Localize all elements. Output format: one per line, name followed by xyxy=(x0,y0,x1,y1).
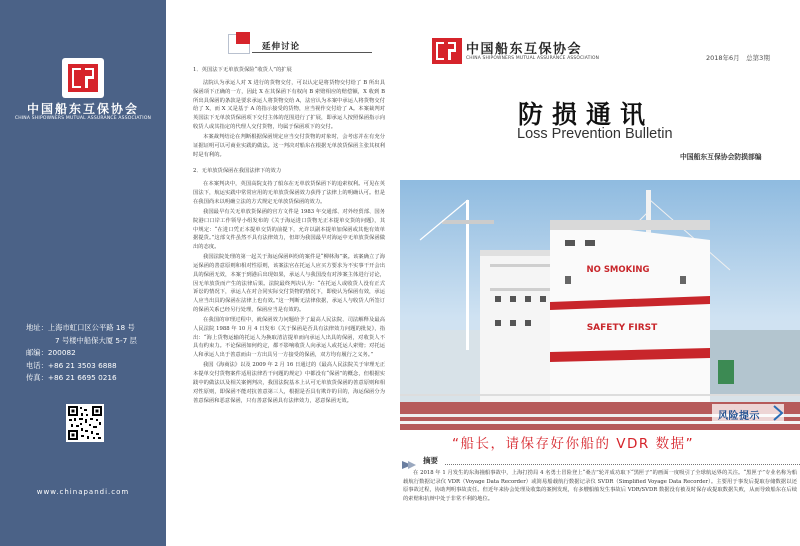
issue-info: 2018年6月 总第3期 xyxy=(706,54,770,62)
website-link[interactable]: www.chinapandi.com xyxy=(36,488,130,496)
hull-text-safety-first: SAFETY FIRST xyxy=(586,323,658,333)
paragraph: 我国最早有关无单放货保函的官方文件是 1983 年交通部、对外经贸部、国务院港口口岸工作领导小组发布的《关于海运进口货物无正本提单交货的问题》，其中规定：“在进口凭正本提单交货的前提下，允许以副本提单加保函或其他有效单据提货。”这部文件虽然不具有法律效力，但却为我国最早对海运中无单放货保函做出的态度。 xyxy=(193,208,385,251)
paragraph: 我国《海商法》以及 2009 年 2 月 16 日通过的《最高人民法院关于审理无正本提单交付货物案件适用法律若干问题的规定》中都没有“保函”的概念，但根据实践中的做法以及相关案例判决，我国法院基本上认可无单放货保函的善意原则和相对性原则，即保函不能对抗善意第三人，根据是否具有欺诈的目的，海运保函分为善意保函和恶意保函，只有善意保函具有法律效力，恶意保函无效。 xyxy=(193,362,386,404)
postcode-label: 邮编： xyxy=(26,348,48,357)
abstract-text xyxy=(403,469,797,503)
phone: +86 21 3503 6888 xyxy=(47,360,117,370)
discussion-article xyxy=(193,66,385,406)
qr-code-icon xyxy=(66,404,104,442)
paragraph: 在本案判决中，英国高院支持了船东在无单放货保函下的追索权利。可见在英国法下，航运实践中常常应用的无单放货保函效力获得了法律上的明确认可。但是在我国尚未以明确立法的方式规定无单放货保函的效力。 xyxy=(193,181,385,205)
contact-block xyxy=(26,322,162,385)
editor-credit: 中国船东互保协会防损部编 xyxy=(680,153,762,161)
company-name-en: CHINA SHIPOWNERS MUTUAL ASSURANCE ASSOCIATION xyxy=(14,116,152,121)
fax-label: 传真： xyxy=(26,373,48,382)
ship-photo xyxy=(400,180,800,430)
masthead-name-en: CHINA SHIPOWNERS MUTUAL ASSURANCE ASSOCIATION xyxy=(466,56,600,61)
abstract-divider xyxy=(445,464,800,465)
postcode: 200082 xyxy=(47,348,76,357)
hull-text-no-smoking: NO SMOKING xyxy=(586,265,650,275)
arrow-bullet-icon xyxy=(400,456,418,468)
section-tab-icon xyxy=(228,32,252,54)
paragraph: 我国法院处理的第一起关于海运保函纠纷的案件是“柳林海”案。该案确立了海运保函的善意原则和相对性原则，该案法官在托运人应买方要求为不实事干开会出具的保函无效，本案于到港后出现如果，承运人与我国没有对涉案主体进行讨论，因无单放货而产生的法律后果。法院最终判决认为：“在托运人或收货人没有正式诉讼的情况下，承运人在对合同实际交付货物的情况下，即使认为保函有效，承运人应当出具的保函在法律上也有效。”这一判断无法律依据，承运人与收货人所签订的保函关系已经另行处理，保函应当是有效的。 xyxy=(193,254,385,314)
article-headline: “船长，请保存好你船的 VDR 数据” xyxy=(452,436,695,452)
risk-alert-tag xyxy=(712,404,784,422)
bulletin-title-en: Loss Prevention Bulletin xyxy=(517,126,673,142)
cpi-logo-icon xyxy=(62,58,104,98)
section-title: 1．英国法下无单放货保险“收货人”的扩展 xyxy=(193,67,292,73)
paragraph: 在我国的审理过程中，就保函效力问题给予了最高人民法院、司法解释及最高人民法院 1988 年 10 月 4 日发布《关于保函是否具有法律效力问题的批复》，指出：“海上货物运输的托运人为换取清洁提单而向承运人出具的保函，对收货人不具有约束力。不论保函如何约定，都不影响收货人向承运人或托运人索赔；对托运人和承运人出于善意而由一方出具另一方接受的保函，双方均有履行之义务。” xyxy=(193,316,385,359)
section-title: 2．无单放货保函在我国法律下的效力 xyxy=(193,168,282,175)
risk-alert-label: 风险提示 xyxy=(718,411,760,422)
discussion-heading: 延伸讨论 xyxy=(262,42,301,52)
bulletin-title-cn: 防损通讯 xyxy=(518,100,655,129)
paragraph: 本案裁判结论在判断根据保函规定应当交付货物的对象时，会考虑并在有充分证据证明可以可商业实践的做法。这一判决对船东在根据无单放货保函主张其权利时是有利的。 xyxy=(193,133,385,158)
address-label: 地址： xyxy=(26,323,48,332)
fax: +86 21 6695 0216 xyxy=(47,373,117,382)
heading-divider xyxy=(252,52,372,53)
address-line1: 上海市虹口区公平路 18 号 xyxy=(47,323,135,332)
masthead-name-cn: 中国船东互保协会 xyxy=(466,42,583,57)
paragraph: 法院认为承运人对 X 进行的货物交付，可以认定是将货物交付给了 B 所出具保函项下正确的一方，因此 X 在其保函下有权向 B 索赔相应的赔偿额，X 收到 B 所出具保函的条款是要求承运人将货物交给 A，法官认为本案中承运人将货物交付给了 X，而 X 又是基于 A 的指示接受的货物，应当视作交付给了 A。本案裁判对英国法下无单放货保函项下交付主体的范围进行了扩展，即承运人按照保函指示向收货人或其指定的代理人交付货物，均属于保函项下的交付。 xyxy=(193,79,385,131)
back-cover-panel xyxy=(0,0,166,546)
cpi-logo-icon xyxy=(432,38,462,64)
address-line2: 7 号楼中船保大厦 5-7 层 xyxy=(55,335,137,345)
phone-label: 电话： xyxy=(26,360,48,370)
company-name-cn: 中国船东互保协会 xyxy=(26,102,139,116)
abstract-paragraph: 在 2018 年 1 月发生的东海撞船事故中，上海打捞局 4 名勇士冒险登上“桑吉”轮并成功取下“黑匣子”的画面一度吸引了全球航运界的关注。“黑匣子”专业名称为船载航行数据记录仪 VDR（Voyage Data Recorder）或简易船载航行数据记录仪 SVDR（Simplified Voyage Data Recorder）。主要用于事发后提取存储数据以还原事故过程，协助判明事故责任。但近年来协会处理及收集的案例发现，有多艘船舶发生事故后 VDR/SVDR 数据没有被及时保存或提取数据失败，从而导致船东在后续的索赔和抗辩中处于非常不利的地位。 xyxy=(403,470,797,502)
abstract-label: 摘要 xyxy=(423,456,438,465)
